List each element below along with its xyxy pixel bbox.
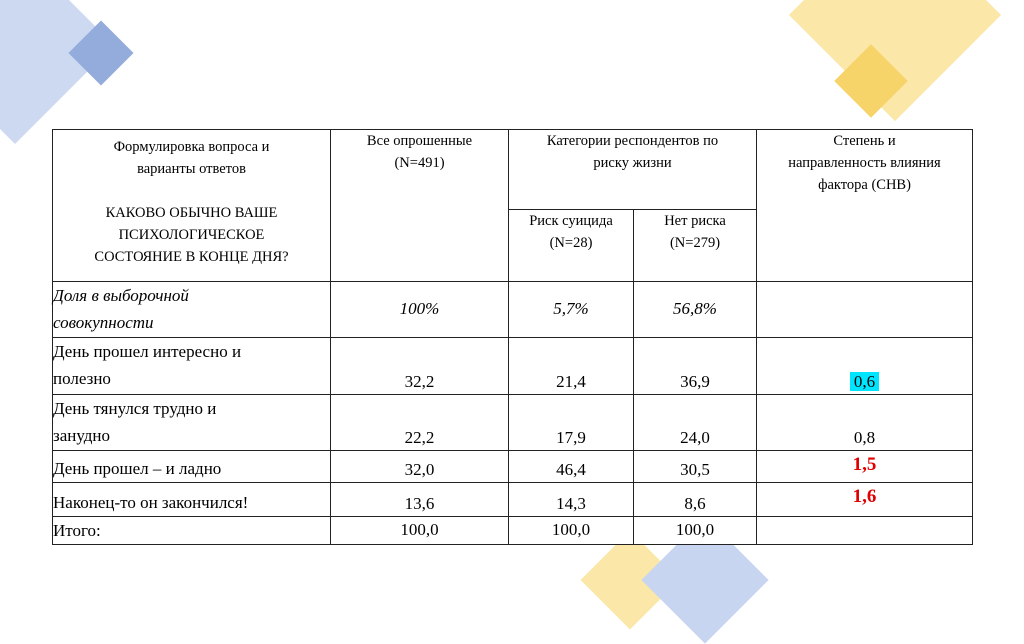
- row-label: [53, 282, 331, 338]
- header-text: Категории респондентов по: [546, 133, 719, 149]
- row-label: [53, 483, 331, 517]
- table-row: [53, 395, 973, 451]
- label-text: Доля в выборочной: [53, 286, 189, 305]
- cell-snv: [757, 451, 973, 483]
- cell-snv: [757, 517, 973, 545]
- cell-all: 22,2: [331, 395, 509, 451]
- column-title: Формулировка вопроса и: [113, 139, 270, 155]
- row-label: [53, 517, 331, 545]
- label-text: День тянулся трудно и: [53, 399, 217, 418]
- cell-norisk: 100,0: [634, 517, 757, 545]
- row-label: [53, 338, 331, 395]
- question-text: СОСТОЯНИЕ В КОНЦЕ ДНЯ?: [94, 249, 289, 265]
- decorative-square: [789, 0, 1001, 121]
- column-title: варианты ответов: [137, 161, 246, 177]
- all-respondents-header: [331, 130, 509, 282]
- question-text: КАКОВО ОБЫЧНО ВАШЕ: [105, 205, 278, 221]
- cell-all: 100%: [331, 282, 509, 338]
- header-text: направленность влияния: [788, 155, 941, 171]
- cell-norisk: 30,5: [634, 451, 757, 483]
- emphasized-value: 1,5: [852, 454, 877, 475]
- label-text: занудно: [53, 426, 111, 445]
- header-text: Нет риска: [664, 213, 726, 229]
- row-label: [53, 451, 331, 483]
- label-text: совокупности: [53, 313, 154, 332]
- header-text: фактора (СНВ): [818, 177, 911, 193]
- norisk-header: [634, 210, 757, 282]
- header-text: Степень и: [833, 133, 896, 149]
- question-header-cell: [53, 130, 331, 282]
- emphasized-value: 1,6: [852, 486, 877, 507]
- cell-all: 32,2: [331, 338, 509, 395]
- cell-norisk: 56,8%: [634, 282, 757, 338]
- cell-snv: [757, 483, 973, 517]
- header-text: (N=28): [549, 235, 593, 251]
- label-text: Наконец-то он закончился!: [53, 493, 249, 512]
- table-row: [53, 451, 973, 483]
- cell-all: 100,0: [331, 517, 509, 545]
- label-text: День прошел интересно и: [53, 342, 242, 361]
- header-text: Все опрошенные: [366, 133, 473, 149]
- cell-snv: [757, 282, 973, 338]
- risk-header: [509, 210, 634, 282]
- cell-risk: 17,9: [509, 395, 634, 451]
- cell-all: 32,0: [331, 451, 509, 483]
- label-text: полезно: [53, 369, 111, 388]
- highlighted-value: 0,6: [850, 372, 879, 391]
- cell-risk: 5,7%: [509, 282, 634, 338]
- header-row: [53, 130, 973, 210]
- header-text: риску жизни: [593, 155, 672, 171]
- cell-risk: 46,4: [509, 451, 634, 483]
- cell-risk: 14,3: [509, 483, 634, 517]
- cell-norisk: 24,0: [634, 395, 757, 451]
- label-text: День прошел – и ладно: [53, 459, 222, 478]
- question-text: ПСИХОЛОГИЧЕСКОЕ: [118, 227, 265, 243]
- header-text: Риск суицида: [529, 213, 613, 229]
- survey-table: [52, 129, 973, 545]
- header-text: (N=491): [394, 155, 445, 171]
- table-row: [53, 483, 973, 517]
- cell-norisk: 8,6: [634, 483, 757, 517]
- label-text: Итого:: [53, 521, 101, 540]
- categories-header: [509, 130, 757, 210]
- cell-snv: [757, 338, 973, 395]
- header-text: (N=279): [669, 235, 721, 251]
- row-label: [53, 395, 331, 451]
- cell-norisk: 36,9: [634, 338, 757, 395]
- table-row: [53, 282, 973, 338]
- cell-snv: 0,8: [757, 395, 973, 451]
- cell-risk: 100,0: [509, 517, 634, 545]
- table-row: [53, 338, 973, 395]
- cell-all: 13,6: [331, 483, 509, 517]
- snv-header: [757, 130, 973, 282]
- table-row: [53, 517, 973, 545]
- cell-risk: 21,4: [509, 338, 634, 395]
